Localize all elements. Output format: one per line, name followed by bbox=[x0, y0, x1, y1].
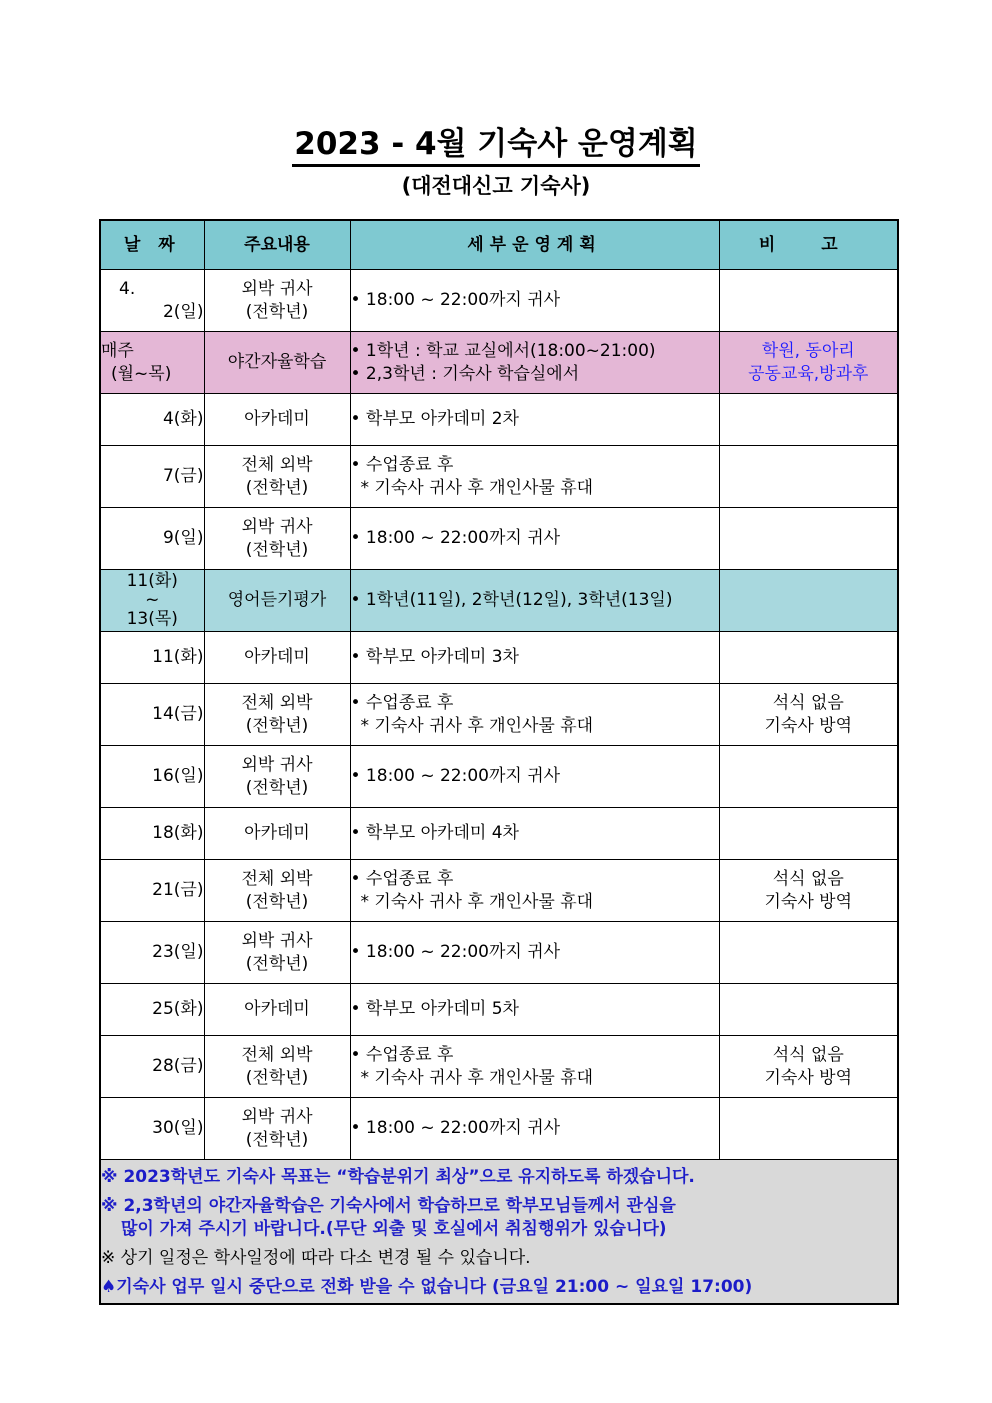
row-note bbox=[719, 1098, 898, 1160]
row-main: 아카데미 bbox=[204, 808, 350, 860]
row-note bbox=[719, 632, 898, 684]
row-main: 전체 외박 (전학년) bbox=[204, 684, 350, 746]
row-date: 14(금) bbox=[100, 684, 204, 746]
row-detail: • 18:00 ~ 22:00까지 귀사 bbox=[350, 1098, 719, 1160]
footer-schedule-change: ※ 상기 일정은 학사일정에 따라 다소 변경 될 수 있습니다. bbox=[101, 1248, 531, 1268]
table-row bbox=[100, 1036, 898, 1098]
page-title: 2023 - 4월 기숙사 운영계획 bbox=[0, 118, 992, 163]
row-note bbox=[719, 508, 898, 570]
table-row bbox=[100, 1098, 898, 1160]
row-main: 아카데미 bbox=[204, 394, 350, 446]
header-main: 주요내용 bbox=[204, 220, 350, 270]
page-subtitle: (대전대신고 기숙사) bbox=[401, 174, 591, 198]
footer-phone-notice: ♠기숙사 업무 일시 중단으로 전화 받을 수 없습니다 (금요일 21:00 ~ 일요일 17:00) bbox=[101, 1277, 753, 1297]
row-note: 석식 없음 기숙사 방역 bbox=[719, 860, 898, 922]
row-note: 석식 없음 기숙사 방역 bbox=[719, 1036, 898, 1098]
table-header-row bbox=[100, 220, 898, 270]
row-detail: • 수업종료 후 * 기숙사 귀사 후 개인사물 휴대 bbox=[350, 860, 719, 922]
table-row bbox=[100, 984, 898, 1036]
table-row bbox=[100, 570, 898, 632]
row-note bbox=[719, 984, 898, 1036]
row-note bbox=[719, 394, 898, 446]
row-note bbox=[719, 446, 898, 508]
row-note: 석식 없음 기숙사 방역 bbox=[719, 684, 898, 746]
row-date: 23(일) bbox=[100, 922, 204, 984]
table-row bbox=[100, 508, 898, 570]
row-date: 4. 2(일) bbox=[100, 270, 204, 332]
table-row bbox=[100, 746, 898, 808]
schedule-table bbox=[99, 219, 899, 1305]
header-date: 날 짜 bbox=[100, 220, 204, 270]
table-row bbox=[100, 632, 898, 684]
row-note bbox=[719, 570, 898, 632]
row-detail: • 학부모 아카데미 3차 bbox=[350, 632, 719, 684]
table-row bbox=[100, 446, 898, 508]
footer-study-notice: ※ 2,3학년의 야간자율학습은 기숙사에서 학습하므로 학부모님들께서 관심을 많이 가져 주시기 바랍니다.(무단 외출 및 호실에서 취침행위가 있습니다) bbox=[101, 1196, 676, 1239]
row-detail: • 학부모 아카데미 5차 bbox=[350, 984, 719, 1036]
row-main: 영어듣기평가 bbox=[204, 570, 350, 632]
row-detail: • 학부모 아카데미 4차 bbox=[350, 808, 719, 860]
row-note bbox=[719, 808, 898, 860]
table-row bbox=[100, 860, 898, 922]
row-main: 외박 귀사 (전학년) bbox=[204, 922, 350, 984]
row-main: 외박 귀사 (전학년) bbox=[204, 746, 350, 808]
table-row bbox=[100, 332, 898, 394]
row-note bbox=[719, 922, 898, 984]
row-main: 아카데미 bbox=[204, 984, 350, 1036]
row-date: 28(금) bbox=[100, 1036, 204, 1098]
row-detail: • 18:00 ~ 22:00까지 귀사 bbox=[350, 270, 719, 332]
row-main: 전체 외박 (전학년) bbox=[204, 446, 350, 508]
row-date: 25(화) bbox=[100, 984, 204, 1036]
row-detail: • 18:00 ~ 22:00까지 귀사 bbox=[350, 922, 719, 984]
row-detail: • 1학년(11일), 2학년(12일), 3학년(13일) bbox=[350, 570, 719, 632]
table-row bbox=[100, 394, 898, 446]
row-note: 학원, 동아리 공동교육,방과후 bbox=[719, 332, 898, 394]
footer-notes bbox=[100, 1160, 898, 1305]
row-note bbox=[719, 270, 898, 332]
row-main: 전체 외박 (전학년) bbox=[204, 860, 350, 922]
row-main: 야간자율학습 bbox=[204, 332, 350, 394]
row-date: 18(화) bbox=[100, 808, 204, 860]
footer-goal: ※ 2023학년도 기숙사 목표는 “학습분위기 최상”으로 유지하도록 하겠습니다. bbox=[101, 1167, 695, 1187]
header-detail: 세부운영계획 bbox=[350, 220, 719, 270]
row-detail: • 18:00 ~ 22:00까지 귀사 bbox=[350, 746, 719, 808]
row-date: 11(화) bbox=[100, 632, 204, 684]
table-row bbox=[100, 684, 898, 746]
row-main: 외박 귀사 (전학년) bbox=[204, 1098, 350, 1160]
row-main: 외박 귀사 (전학년) bbox=[204, 508, 350, 570]
row-detail: • 수업종료 후 * 기숙사 귀사 후 개인사물 휴대 bbox=[350, 446, 719, 508]
row-date: 9(일) bbox=[100, 508, 204, 570]
row-main: 외박 귀사 (전학년) bbox=[204, 270, 350, 332]
row-note bbox=[719, 746, 898, 808]
header-note: 비 고 bbox=[719, 220, 898, 270]
footer-row bbox=[100, 1160, 898, 1305]
row-date: 7(금) bbox=[100, 446, 204, 508]
row-detail: • 수업종료 후 * 기숙사 귀사 후 개인사물 휴대 bbox=[350, 1036, 719, 1098]
row-main: 전체 외박 (전학년) bbox=[204, 1036, 350, 1098]
row-detail: • 학부모 아카데미 2차 bbox=[350, 394, 719, 446]
table-row bbox=[100, 270, 898, 332]
row-date: 11(화) ~ 13(목) bbox=[100, 570, 204, 632]
row-main: 아카데미 bbox=[204, 632, 350, 684]
table-row bbox=[100, 922, 898, 984]
row-date: 4(화) bbox=[100, 394, 204, 446]
row-date: 30(일) bbox=[100, 1098, 204, 1160]
row-detail: • 18:00 ~ 22:00까지 귀사 bbox=[350, 508, 719, 570]
row-detail: • 수업종료 후 * 기숙사 귀사 후 개인사물 휴대 bbox=[350, 684, 719, 746]
row-date: 21(금) bbox=[100, 860, 204, 922]
row-date: 매주 (월~목) bbox=[100, 332, 204, 394]
row-date: 16(일) bbox=[100, 746, 204, 808]
row-detail: • 1학년 : 학교 교실에서(18:00~21:00) • 2,3학년 : 기숙사 학습실에서 bbox=[350, 332, 719, 394]
table-row bbox=[100, 808, 898, 860]
